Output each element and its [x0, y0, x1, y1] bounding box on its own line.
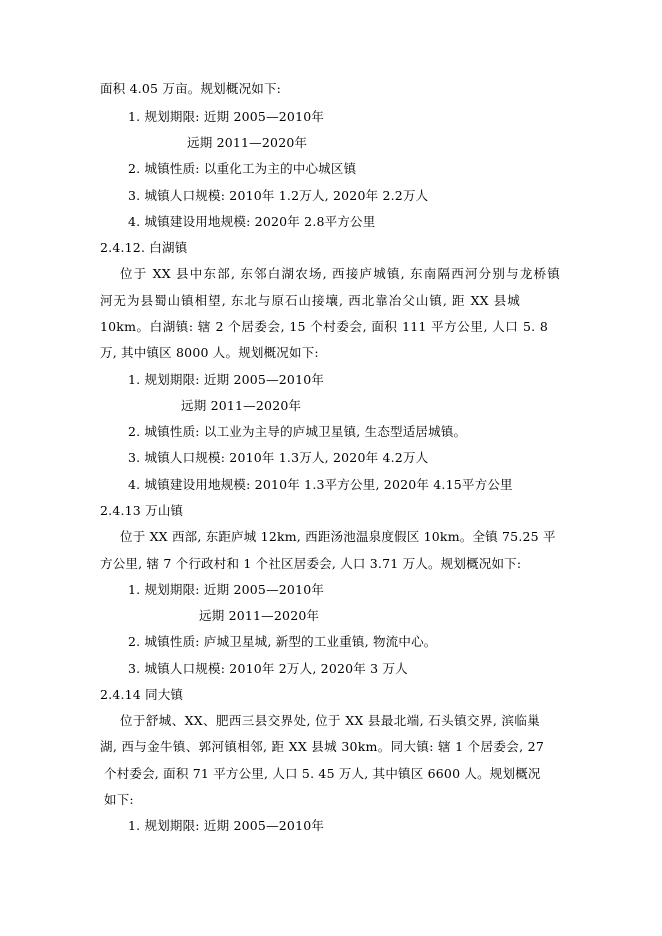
text-line: 位于 XX 县中东部, 东邻白湖农场, 西接庐城镇, 东南隔西河分别与龙桥镇 [120, 266, 560, 281]
text-line: 2. 城镇性质: 以工业为主导的庐城卫星镇, 生态型适居城镇。 [128, 424, 467, 439]
text-line: 4. 城镇建设用地规模: 2020年 2.8平方公里 [128, 214, 376, 229]
text-line: 10km。白湖镇: 辖 2 个居委会, 15 个村委会, 面积 111 平方公里, 人口 5. 8 [100, 319, 548, 334]
text-line: 2. 城镇性质: 庐城卫星城, 新型的工业重镇, 物流中心。 [128, 634, 437, 649]
text-line: 远期 2011—2020年 [199, 608, 320, 623]
text-line: 3. 城镇人口规模: 2010年 1.2万人, 2020年 2.2万人 [128, 188, 429, 203]
text-line: 河无为县蜀山镇相望, 东北与原石山接壤, 西北靠冶父山镇, 距 XX 县城 [100, 293, 520, 308]
text-line: 位于 XX 西部, 东距庐城 12km, 西距汤池温泉度假区 10km。全镇 75.25 平 [120, 529, 556, 544]
text-line: 1. 规划期限: 近期 2005—2010年 [128, 109, 325, 124]
text-line: 3. 城镇人口规模: 2010年 1.3万人, 2020年 4.2万人 [128, 450, 429, 465]
text-line: 1. 规划期限: 近期 2005—2010年 [128, 372, 325, 387]
text-line: 湖, 西与金牛镇、郭河镇相邻, 距 XX 县城 30km。同大镇: 辖 1 个居委会, 27 [100, 739, 544, 754]
section-heading: 2.4.13 万山镇 [100, 503, 184, 518]
text-line: 方公里, 辖 7 个行政村和 1 个社区居委会, 人口 3.71 万人。规划概况如下: [100, 556, 522, 571]
text-line: 如下: [104, 792, 134, 807]
text-line: 远期 2011—2020年 [187, 135, 308, 150]
text-line: 位于舒城、XX、肥西三县交界处, 位于 XX 县最北端, 石头镇交界, 滨临巢 [120, 713, 540, 728]
section-heading: 2.4.14 同大镇 [100, 687, 184, 702]
text-line: 4. 城镇建设用地规模: 2010年 1.3平方公里, 2020年 4.15平方公里 [128, 477, 513, 492]
text-line: 个村委会, 面积 71 平方公里, 人口 5. 45 万人, 其中镇区 6600 人。规划概况 [104, 766, 541, 781]
text-line: 面积 4.05 万亩。规划概况如下: [100, 81, 282, 96]
text-line: 3. 城镇人口规模: 2010年 2万人, 2020年 3 万人 [128, 661, 408, 676]
text-line: 万, 其中镇区 8000 人。规划概况如下: [100, 345, 319, 360]
text-line: 1. 规划期限: 近期 2005—2010年 [128, 818, 325, 833]
section-heading: 2.4.12. 白湖镇 [100, 240, 188, 255]
text-line: 2. 城镇性质: 以重化工为主的中心城区镇 [128, 161, 357, 176]
text-line: 远期 2011—2020年 [181, 398, 302, 413]
text-line: 1. 规划期限: 近期 2005—2010年 [128, 582, 325, 597]
